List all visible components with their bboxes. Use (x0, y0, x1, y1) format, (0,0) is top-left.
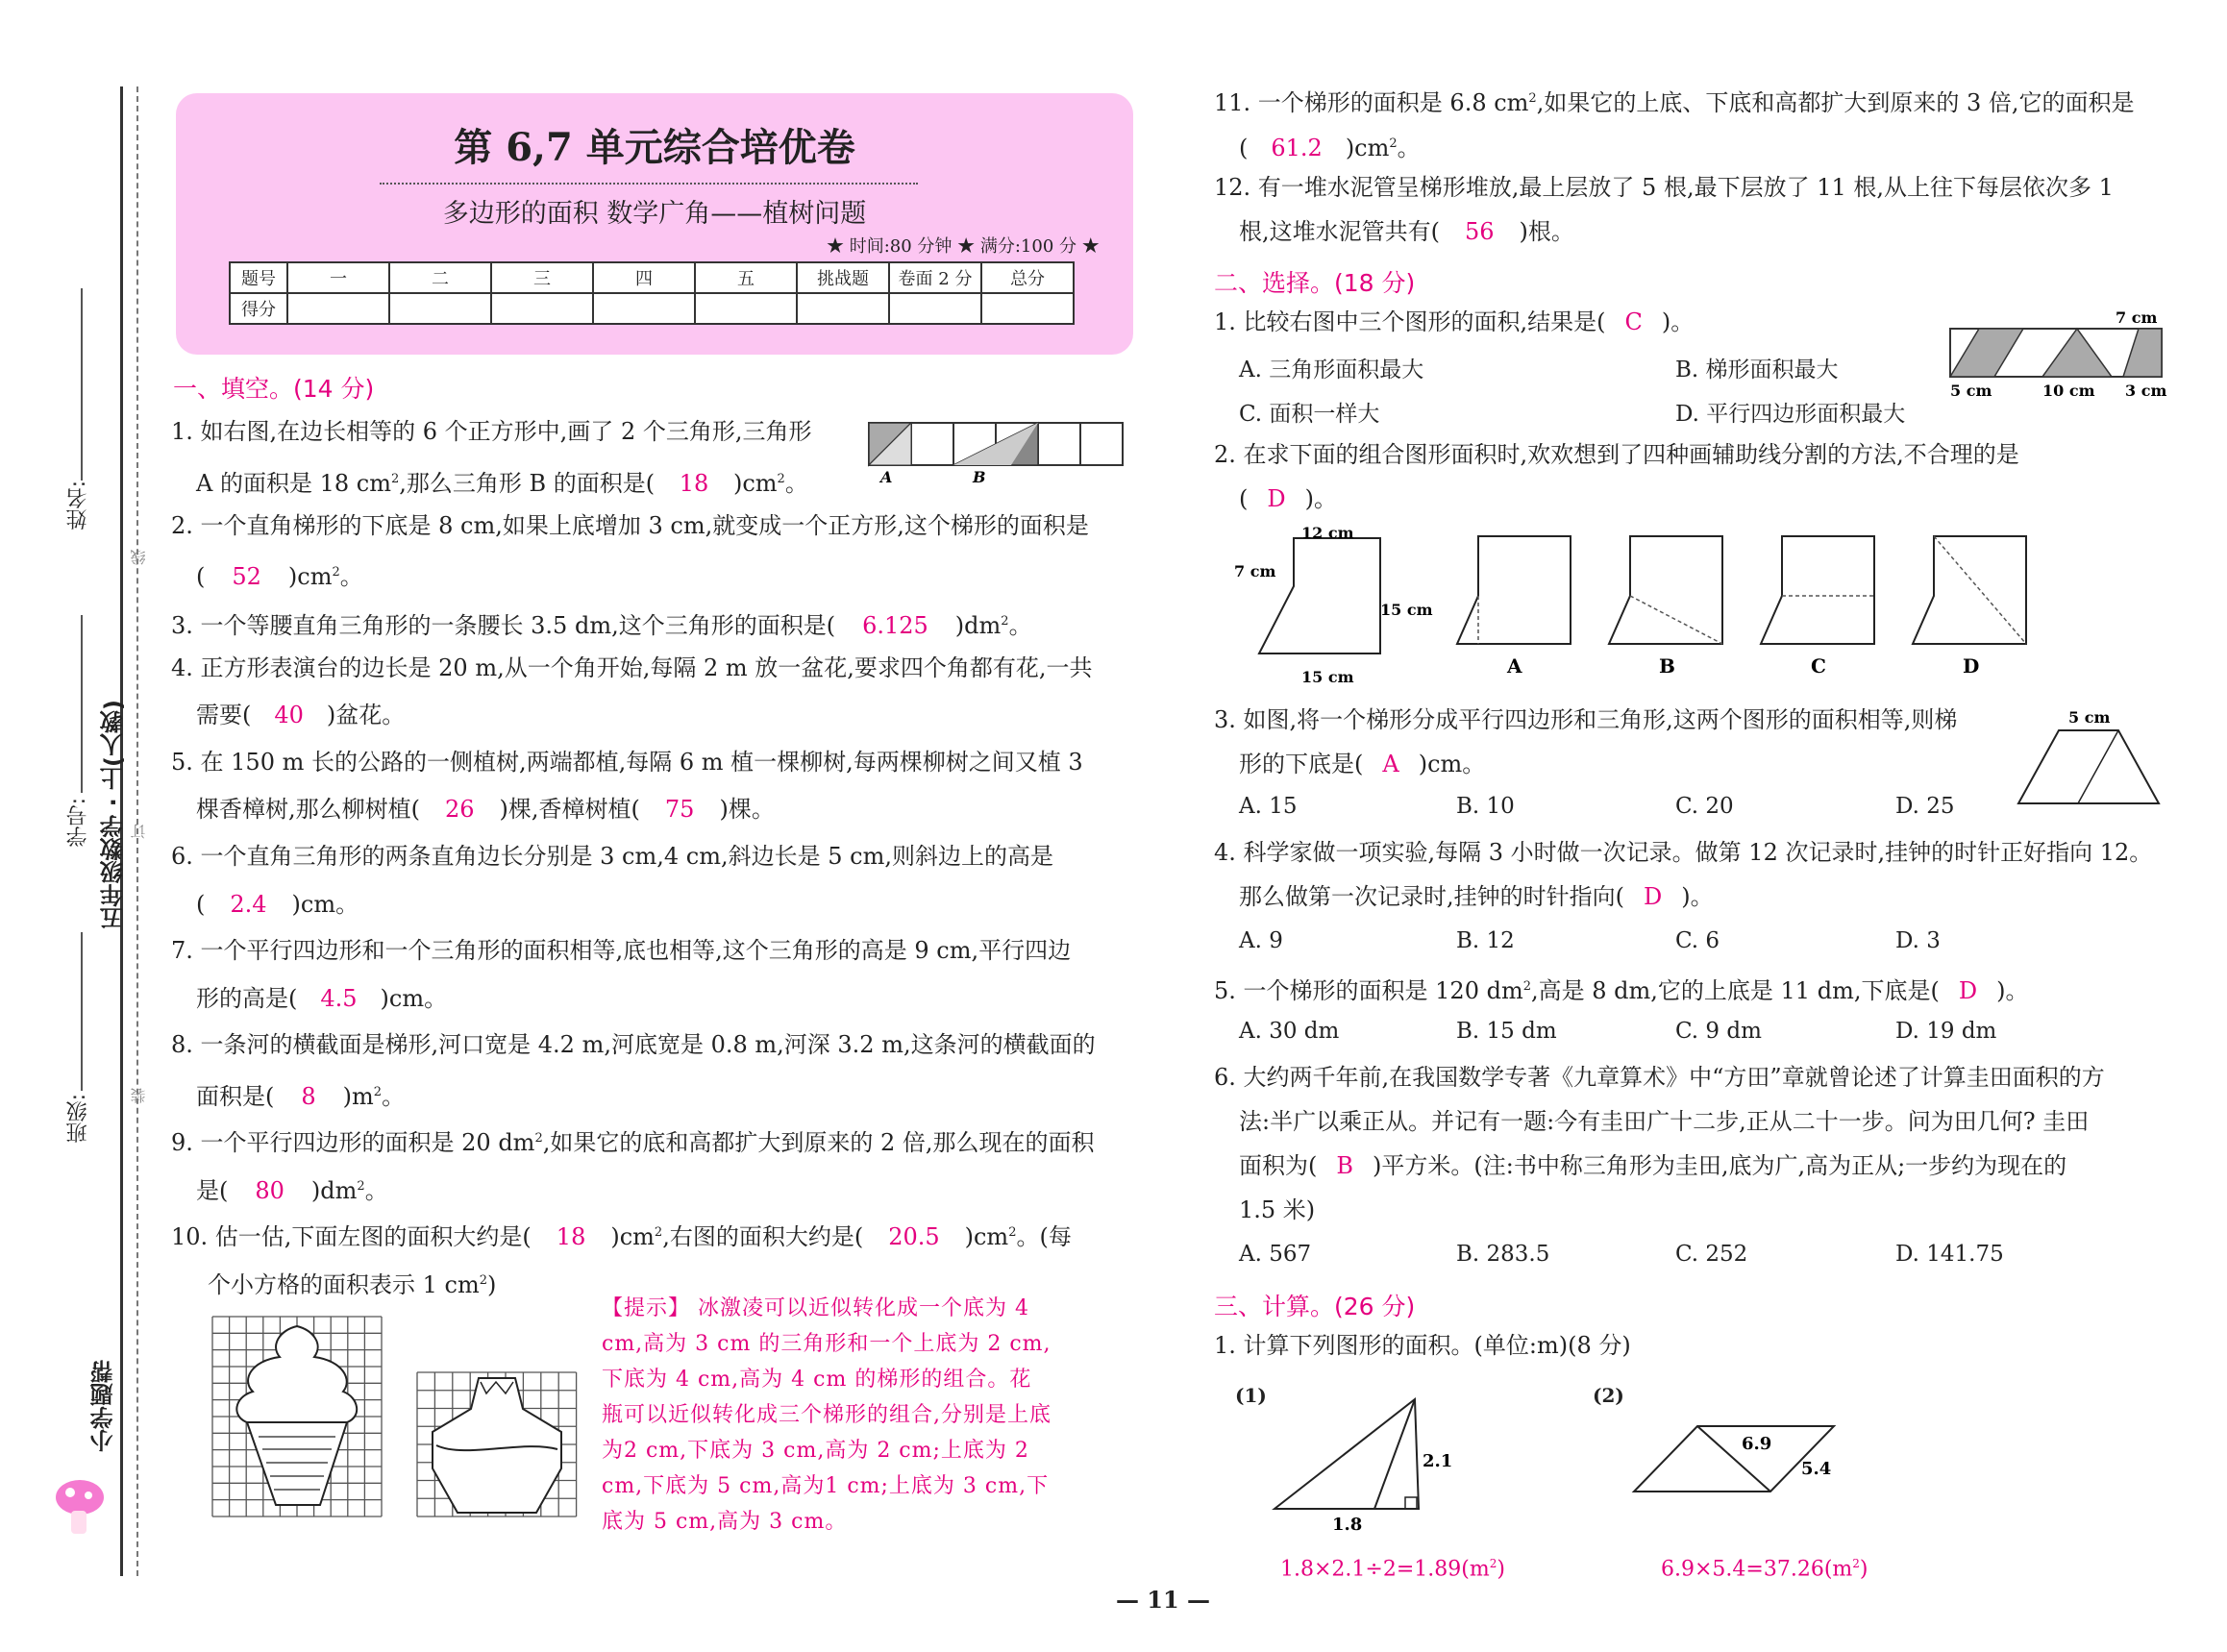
s3-q1: 1. 计算下列图形的面积。(单位:m)(8 分) (1214, 1332, 1631, 1359)
q12-line2: 根,这堆水泥管共有( 56 )根。 (1239, 218, 1574, 245)
answer: 61.2 (1271, 135, 1323, 161)
fig-label-a: A (1507, 654, 1522, 678)
q11-line2: ( 61.2 )$cm^2$。 (1239, 135, 1421, 161)
q1-line2: A 的面积是 18 $cm^2$,那么三角形 B 的面积是( 18 )$cm^2$。 (196, 470, 808, 497)
answer: A (1382, 751, 1399, 777)
q9-line2: 是( 80 )$dm^2$。 (196, 1177, 388, 1204)
answer: 18 (679, 470, 709, 497)
q8-line2: 面积是( 8 )$m^2$。 (196, 1083, 406, 1110)
c6-option-c[interactable]: C. 252 (1675, 1242, 1748, 1267)
score-header-cell: 挑战题 (797, 262, 889, 293)
q7-line2: 形的高是( 4.5 )cm。 (196, 985, 448, 1012)
name-label: 姓名: (66, 481, 90, 530)
mushroom-logo (56, 1480, 113, 1538)
name-blank[interactable] (81, 288, 83, 481)
dim-label: 7 cm (2116, 308, 2158, 327)
brand-label: 小学题帮 (90, 1360, 117, 1452)
c1-figure (1946, 306, 2167, 402)
dim-label: 5 cm (1950, 382, 1992, 400)
answer: B (1336, 1152, 1354, 1179)
answer: 80 (255, 1177, 285, 1204)
score-cell[interactable] (287, 293, 389, 324)
score-header-cell: 四 (593, 262, 695, 293)
q2-line2: ( 52 )$cm^2$。 (196, 563, 363, 590)
answer: 52 (232, 563, 261, 590)
ice-cream-grid-figure (212, 1317, 384, 1518)
answer: 2.4 (230, 891, 267, 918)
class-blank[interactable] (81, 932, 83, 1091)
c6-line3: 面积为( B )平方米。(注:书中称三角形为圭田,底为广,高为正从;一步约为现在的 (1239, 1152, 2067, 1179)
c5-option-b[interactable]: B. 15 dm (1456, 1019, 1557, 1044)
q1-figure (867, 421, 1128, 484)
q10-line2: 个小方格的面积表示 1 $cm^2$) (208, 1271, 497, 1298)
c4-option-a[interactable]: A. 9 (1239, 928, 1283, 953)
c3-figure (2017, 707, 2161, 809)
answer: 8 (301, 1083, 316, 1110)
calc-figure-2 (1634, 1420, 1845, 1507)
dim-label: 15 cm (1380, 601, 1433, 619)
dim-label: 12 cm (1301, 524, 1354, 542)
c1-option-a[interactable]: A. 三角形面积最大 (1239, 358, 1424, 382)
answer: D (1644, 883, 1663, 910)
fig1-number: (1) (1235, 1384, 1267, 1407)
page-title: 第 6,7 单元综合培优卷 (454, 125, 855, 170)
c6-line4: 1.5 米) (1239, 1196, 1316, 1223)
score-row-label: 得分 (230, 293, 287, 324)
score-header-cell: 二 (389, 262, 491, 293)
c6-line2: 法:半广以乘正从。并记有一题:今有圭田广十二步,正从二十一步。问为田几何? 圭田 (1239, 1108, 2090, 1135)
c6-option-d[interactable]: D. 141.75 (1895, 1242, 2004, 1267)
dim-label: 3 cm (2125, 382, 2167, 400)
hint-text: 【提示】 冰激凌可以近似转化成一个底为 4 cm,高为 3 cm 的三角形和一个上底为 2 cm,下底为 4 cm,高为 4 cm 的梯形的组合。花瓶可以近似转化成三个梯形的组合,分别是上底为2 cm,下底为 3 cm,高为 2 cm;上底为 2 cm,下底为 5 cm,高为1 cm;上底为 3 cm,下底为 5 cm,高为 3 cm。 (602, 1296, 1052, 1534)
q9-line1: 9. 一个平行四边形的面积是 20 $dm^2$,如果它的底和高都扩大到原来的 2 倍,那么现在的面积 (171, 1129, 1095, 1156)
q5-line2: 棵香樟树,那么柳树植( 26 )棵,香樟树植( 75 )棵。 (196, 796, 775, 823)
page-subtitle: 多边形的面积 数学广角——植树问题 (442, 199, 867, 229)
q1-line1: 1. 如右图,在边长相等的 6 个正方形中,画了 2 个三角形,三角形 (171, 418, 812, 445)
c1-option-d[interactable]: D. 平行四边形面积最大 (1675, 402, 1906, 427)
c4-line1: 4. 科学家做一项实验,每隔 3 小时做一次记录。做第 12 次记录时,挂钟的时针正好指向 12。 (1214, 839, 2153, 866)
c2-figures (1230, 524, 2028, 690)
q12-line1: 12. 有一堆水泥管呈梯形堆放,最上层放了 5 根,最下层放了 11 根,从上往下每层依次多 1 (1214, 174, 2114, 201)
score-header-cell: 一 (287, 262, 389, 293)
c1-option-b[interactable]: B. 梯形面积最大 (1675, 358, 1839, 382)
bind-char-zhuang: 装 (130, 1088, 148, 1103)
answer: 20.5 (888, 1223, 940, 1250)
answer: D (1267, 485, 1286, 512)
q3-line1: 3. 一个等腰直角三角形的一条腰长 3.5 dm,这个三角形的面积是( 6.125 )$dm^2$。 (171, 612, 1032, 639)
exam-meta: ★ 时间:80 分钟 ★ 满分:100 分 ★ (827, 236, 1100, 257)
c3-option-c[interactable]: C. 20 (1675, 794, 1734, 819)
c5-option-d[interactable]: D. 19 dm (1895, 1019, 1997, 1044)
c2-line1: 2. 在求下面的组合图形面积时,欢欢想到了四种画辅助线分割的方法,不合理的是 (1214, 441, 2019, 468)
q6-line2: ( 2.4 )cm。 (196, 891, 359, 918)
q10-line1: 10. 估一估,下面左图的面积大约是( 18 )$cm^2$,右图的面积大约是( 20.5 )$cm^2$。(每 (171, 1223, 1072, 1250)
dim-label: 2.1 (1423, 1451, 1453, 1471)
answer: C (1624, 308, 1643, 335)
score-cell[interactable] (981, 293, 1074, 324)
q5-line1: 5. 在 150 m 长的公路的一侧植树,两端都植,每隔 6 m 植一棵柳树,每两棵柳树之间又植 3 (171, 749, 1083, 776)
c5-line1: 5. 一个梯形的面积是 120 $dm^2$,高是 8 dm,它的上底是 11 dm,下底是( D )。 (1214, 977, 2029, 1004)
dim-label: 6.9 (1742, 1434, 1772, 1454)
q7-line1: 7. 一个平行四边形和一个三角形的面积相等,底也相等,这个三角形的高是 9 cm,平行四边 (171, 937, 1072, 964)
dim-label: 1.8 (1332, 1515, 1363, 1535)
answer: 4.5 (320, 985, 358, 1012)
page-number: — 11 — (1115, 1586, 1211, 1614)
c2-line2: ( D )。 (1239, 485, 1337, 512)
score-header-cell: 卷面 2 分 (889, 262, 981, 293)
answer: 26 (445, 796, 475, 823)
c4-option-c[interactable]: C. 6 (1675, 928, 1720, 953)
id-blank[interactable] (81, 615, 83, 793)
c3-option-a[interactable]: A. 15 (1239, 794, 1298, 819)
title-divider (380, 183, 918, 185)
c4-option-d[interactable]: D. 3 (1895, 928, 1941, 953)
score-header-cell: 题号 (230, 262, 287, 293)
c4-option-b[interactable]: B. 12 (1456, 928, 1515, 953)
c1-line1: 1. 比较右图中三个图形的面积,结果是( C )。 (1214, 308, 1695, 335)
class-label: 班级: (66, 1094, 90, 1144)
answer: D (1958, 977, 1978, 1004)
c4-line2: 那么做第一次记录时,挂钟的时针指向( D )。 (1239, 883, 1714, 910)
bind-char-ding: 订 (130, 824, 148, 839)
c3-line2: 形的下底是( A )cm。 (1239, 751, 1486, 777)
fig-label-c: C (1811, 654, 1826, 678)
dim-label: 5 cm (2068, 708, 2111, 727)
c1-option-c[interactable]: C. 面积一样大 (1239, 402, 1380, 427)
answer: 40 (274, 702, 304, 728)
score-cell[interactable] (797, 293, 889, 324)
q4-line1: 4. 正方形表演台的边长是 20 m,从一个角开始,每隔 2 m 放一盆花,要求四个角都有花,一共 (171, 654, 1093, 681)
score-header-cell: 五 (695, 262, 797, 293)
score-header-cell: 三 (491, 262, 593, 293)
q4-line2: 需要( 40 )盆花。 (196, 702, 406, 728)
q11-line1: 11. 一个梯形的面积是 6.8 $cm^2$,如果它的上底、下底和高都扩大到原来的 3 倍,它的面积是 (1214, 89, 2135, 116)
id-label: 学号: (66, 798, 90, 848)
score-cell[interactable] (593, 293, 695, 324)
c3-line1: 3. 如图,将一个梯形分成平行四边形和三角形,这两个图形的面积相等,则梯 (1214, 706, 1958, 733)
section2-heading: 二、选择。(18 分) (1214, 269, 1416, 297)
c5-option-a[interactable]: A. 30 dm (1239, 1019, 1340, 1044)
q6-line1: 6. 一个直角三角形的两条直角边长分别是 3 cm,4 cm,斜边长是 5 cm,则斜边上的高是 (171, 843, 1053, 870)
fig1-answer: $1.8\times 2.1\div 2=1.89(m^2)$ (1280, 1557, 1505, 1582)
bind-char-xian: 线 (130, 550, 148, 565)
score-cell[interactable] (695, 293, 797, 324)
c6-line1: 6. 大约两千年前,在我国数学专著《九章算术》中“方田”章就曾论述了计算圭田面积的方 (1214, 1064, 2105, 1091)
score-table (229, 261, 1075, 325)
answer: 6.125 (862, 612, 928, 639)
c6-option-b[interactable]: B. 283.5 (1456, 1242, 1550, 1267)
score-cell[interactable] (889, 293, 981, 324)
fig-label-b: B (1659, 654, 1675, 678)
q2-line1: 2. 一个直角梯形的下底是 8 cm,如果上底增加 3 cm,就变成一个正方形,这个梯形的面积是 (171, 512, 1089, 539)
c6-option-a[interactable]: A. 567 (1239, 1242, 1312, 1267)
section3-heading: 三、计算。(26 分) (1214, 1293, 1416, 1320)
section1-heading: 一、填空。(14 分) (173, 375, 375, 403)
c3-option-d[interactable]: D. 25 (1895, 794, 1955, 819)
dim-label: 7 cm (1234, 562, 1276, 580)
vase-grid-figure (417, 1372, 579, 1518)
dim-label: 10 cm (2042, 382, 2095, 400)
score-cell[interactable] (389, 293, 491, 324)
fig2-answer: $6.9\times 5.4=37.26(m^2)$ (1661, 1557, 1868, 1582)
answer: 75 (664, 796, 695, 823)
score-cell[interactable] (491, 293, 593, 324)
q8-line1: 8. 一条河的横截面是梯形,河口宽是 4.2 m,河底宽是 0.8 m,河深 3.2 m,这条河的横截面的 (171, 1031, 1096, 1058)
book-label: 五年级数学 · 上(人教) (100, 700, 127, 930)
calc-figure-1 (1269, 1390, 1453, 1535)
score-header-cell: 总分 (981, 262, 1074, 293)
answer: 18 (556, 1223, 586, 1250)
c5-option-c[interactable]: C. 9 dm (1675, 1019, 1762, 1044)
fig-label-b: B (973, 468, 986, 486)
dim-label: 15 cm (1301, 668, 1354, 686)
answer: 56 (1465, 218, 1495, 245)
fig2-number: (2) (1593, 1384, 1624, 1407)
fig-label-a: A (880, 468, 893, 486)
dim-label: 5.4 (1801, 1459, 1832, 1479)
fig-label-d: D (1963, 654, 1980, 678)
c3-option-b[interactable]: B. 10 (1456, 794, 1515, 819)
